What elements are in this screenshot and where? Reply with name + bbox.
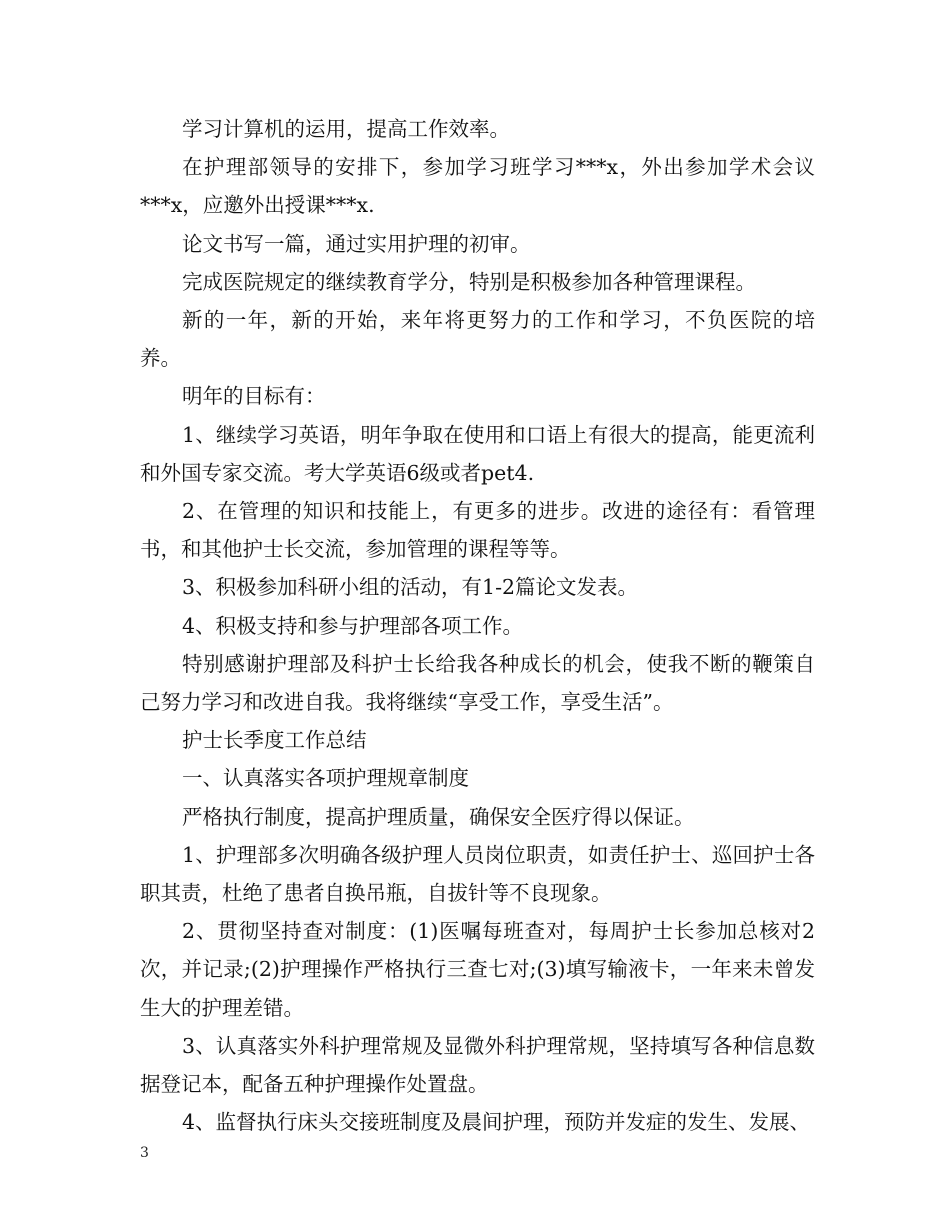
paragraph-rule-2: 2、贯彻坚持查对制度：(1)医嘱每班查对，每周护士长参加总核对2次，并记录;(2)护理操作严格执行三查七对;(3)填写输液卡，一年来未曾发生大的护理差错。 xyxy=(140,919,815,1020)
paragraph-computer-use: 学习计算机的运用，提高工作效率。 xyxy=(182,117,510,141)
page-number: 3 xyxy=(140,1145,149,1161)
section-heading-rules: 一、认真落实各项护理规章制度 xyxy=(182,766,469,791)
paragraph-goal-english: 1、继续学习英语，明年争取在使用和口语上有很大的提高，能更流利和外国专家交流。考大学英语6级或者pet4. xyxy=(140,422,815,485)
paragraph-training: 在护理部领导的安排下，参加学习班学习***x，外出参加学术会议***x，应邀外出授课***x. xyxy=(140,155,815,218)
paragraph-strict-rules: 严格执行制度，提高护理质量，确保安全医疗得以保证。 xyxy=(182,804,695,829)
paragraph-rule-1: 1、护理部多次明确各级护理人员岗位职责，如责任护士、巡回护士各职其责，杜绝了患者自换吊瓶，自拔针等不良现象。 xyxy=(140,842,815,906)
paragraph-goal-support: 4、积极支持和参与护理部各项工作。 xyxy=(182,613,524,638)
paragraph-new-year: 新的一年，新的开始，来年将更努力的工作和学习，不负医院的培养。 xyxy=(140,308,815,371)
paragraph-goal-management: 2、在管理的知识和技能上，有更多的进步。改进的途径有：看管理书，和其他护士长交流，参加管理的课程等等。 xyxy=(140,499,815,562)
paragraph-paper: 论文书写一篇，通过实用护理的初审。 xyxy=(182,231,531,256)
document-body xyxy=(140,110,815,1141)
section-title: 护士长季度工作总结 xyxy=(182,728,367,753)
paragraph-rule-4: 4、监督执行床头交接班制度及晨间护理，预防并发症的发生、发展、 xyxy=(182,1110,811,1135)
paragraph-education-credits: 完成医院规定的继续教育学分，特别是积极参加各种管理课程。 xyxy=(182,269,756,294)
paragraph-goals-heading: 明年的目标有： xyxy=(182,384,326,409)
paragraph-rule-3: 3、认真落实外科护理常规及显微外科护理常规，坚持填写各种信息数据登记本，配备五种护理操作处置盘。 xyxy=(140,1033,815,1097)
paragraph-goal-research: 3、积极参加科研小组的活动，有1-2篇论文发表。 xyxy=(182,575,639,600)
paragraph-thanks: 特别感谢护理部及科护士长给我各种成长的机会，使我不断的鞭策自己努力学习和改进自我。我将继续“享受工作，享受生活”。 xyxy=(140,651,815,715)
